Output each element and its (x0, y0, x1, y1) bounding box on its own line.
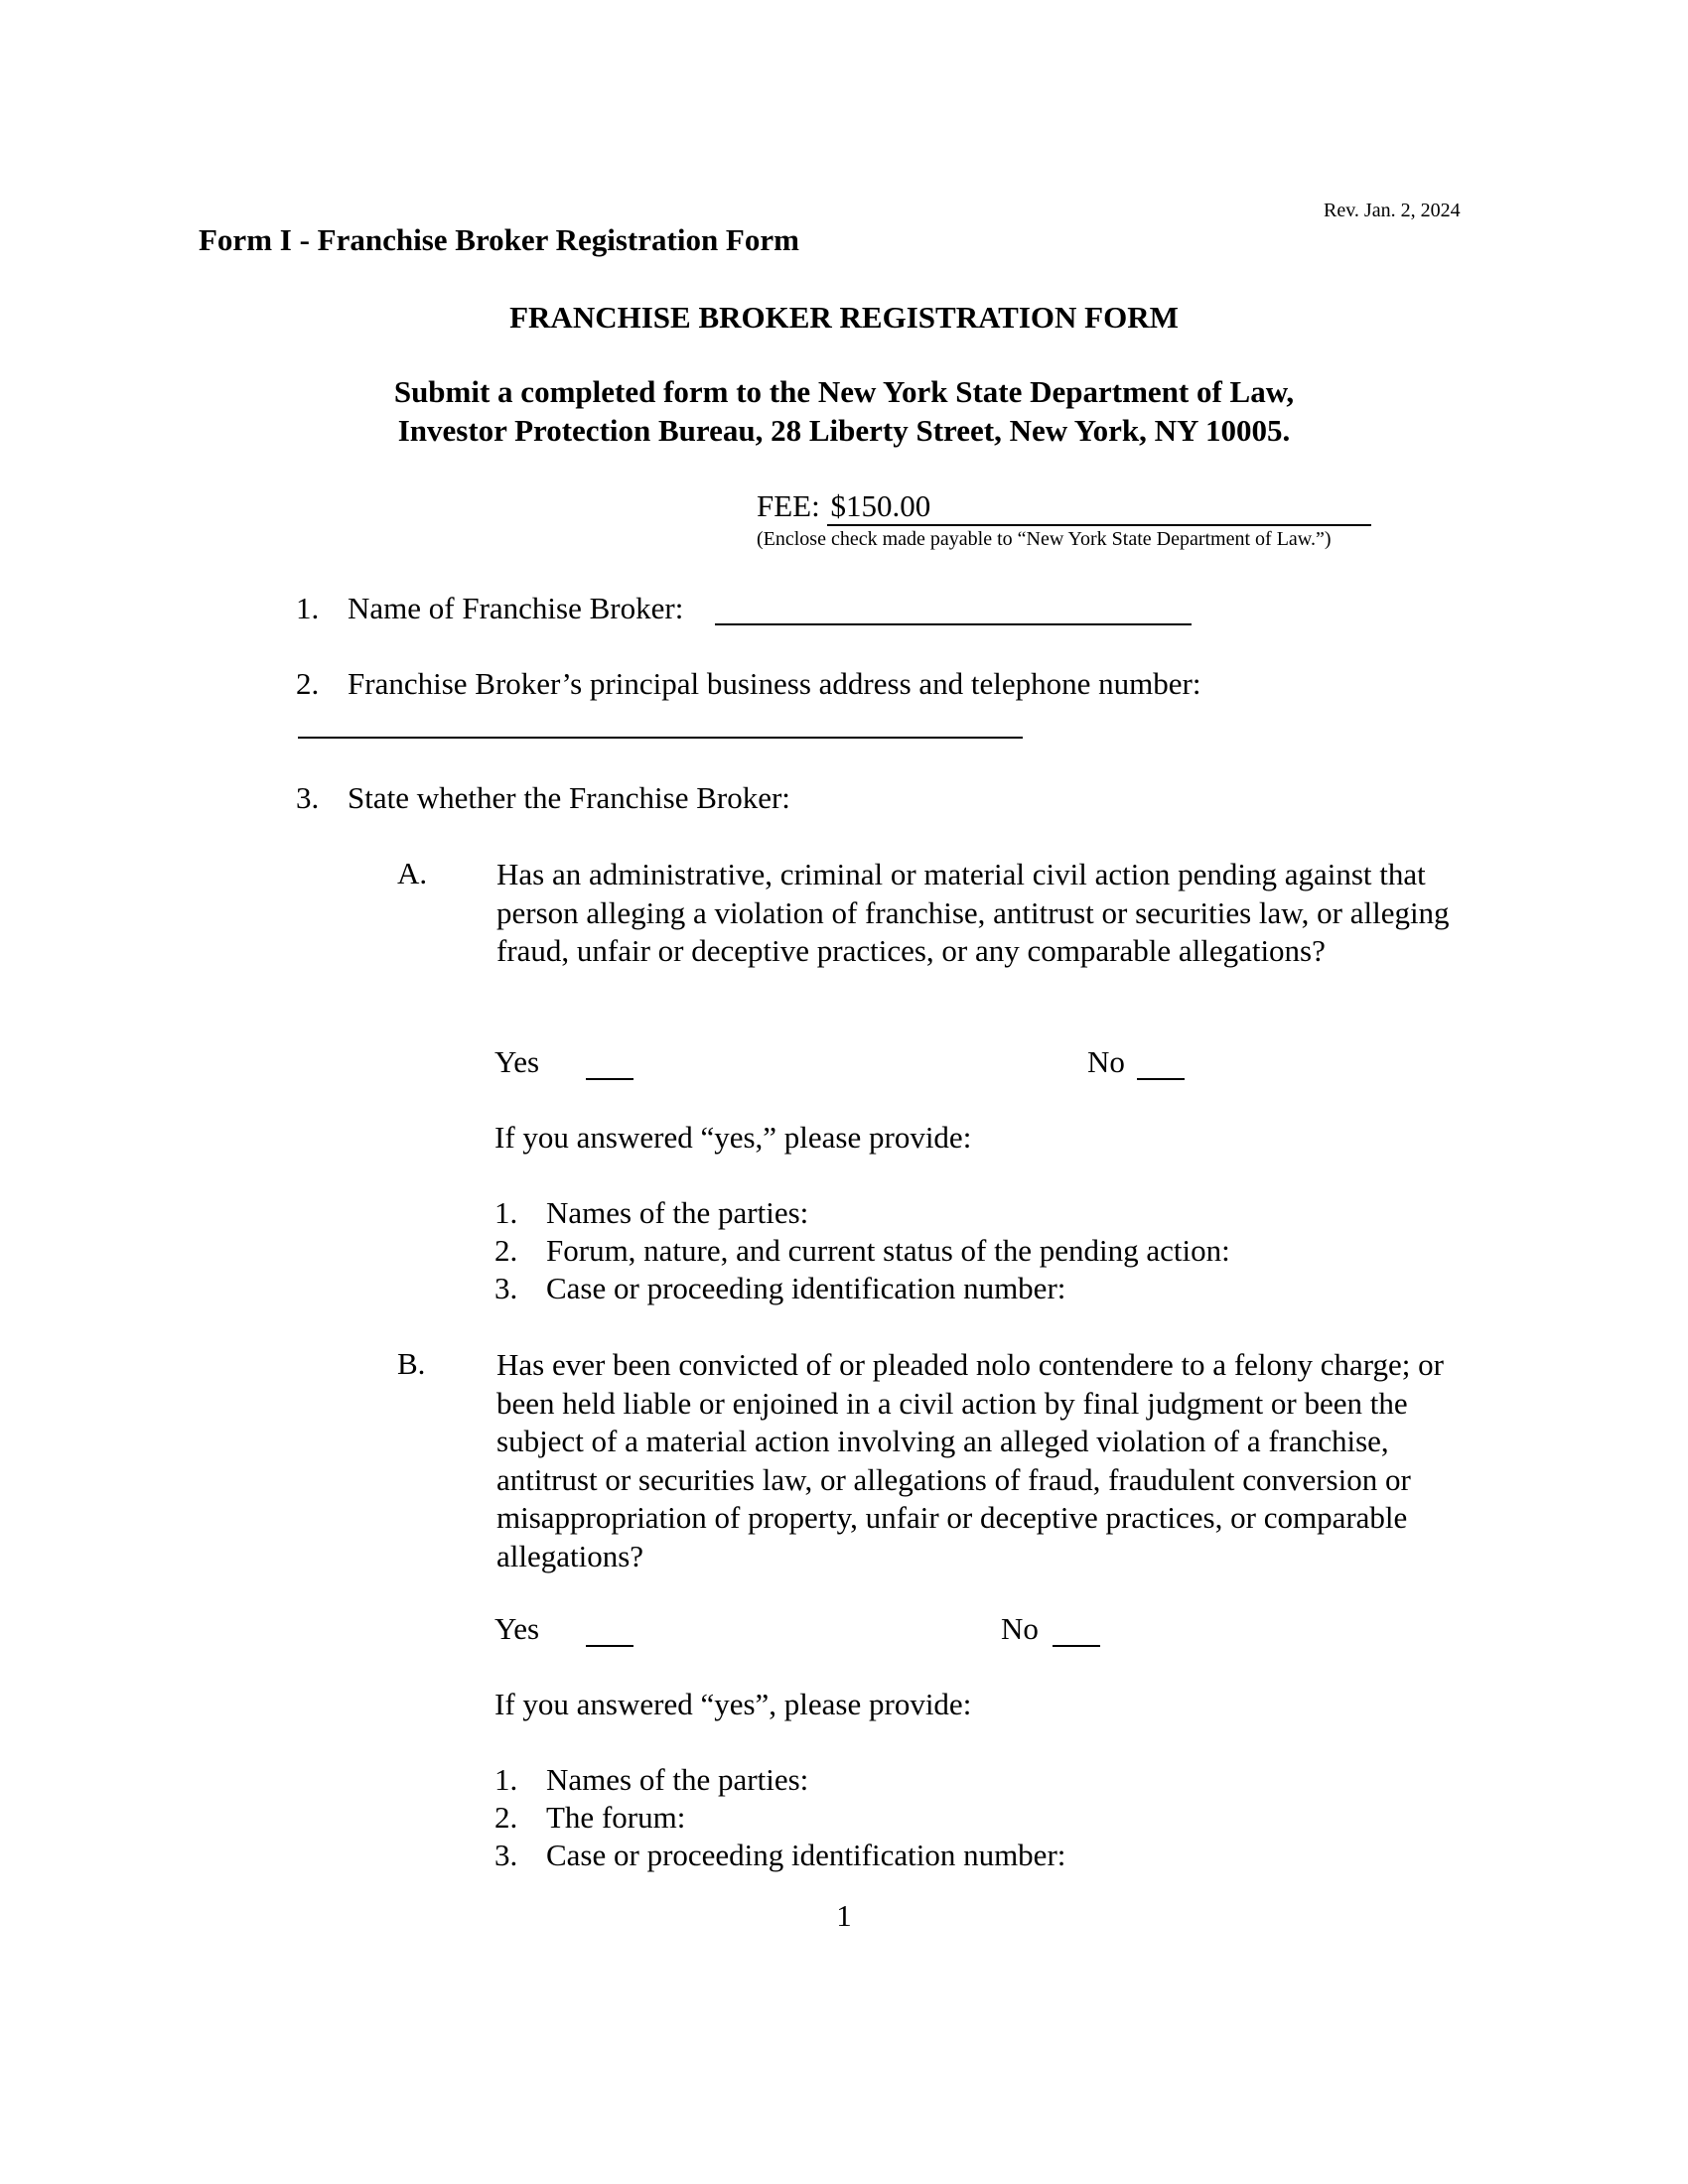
form-title: Form I - Franchise Broker Registration Form (199, 222, 799, 257)
section-a-question: Has an administrative, criminal or material civil action pending against that person alleging a violation of franchise, antitrust or securities law, or alleging fraud, unfair or deceptive practices, or any comparable allegations? (496, 857, 1450, 968)
fee-label: FEE: (757, 488, 820, 523)
revision-date: Rev. Jan. 2, 2024 (1324, 200, 1461, 221)
section-b-letter: B. (397, 1346, 426, 1381)
submit-instructions-line-1: Submit a completed form to the New York State Department of Law, (393, 374, 1295, 409)
q3-number: 3. (296, 780, 320, 815)
section-a-prompt: If you answered “yes,” please provide: (494, 1120, 972, 1155)
section-a-no-label: No (1087, 1044, 1125, 1079)
section-b-item-2-number: 2. (494, 1800, 518, 1835)
fee-row (757, 488, 1371, 526)
section-b-prompt: If you answered “yes”, please provide: (494, 1687, 972, 1721)
section-b-item-1-text: Names of the parties: (546, 1762, 809, 1797)
section-b-question: Has ever been convicted of or pleaded nolo contendere to a felony charge; or been held liable or enjoined in a civil action by final judgment or been the subject of a material action involving an alleged violation of a franchise, antitrust or securities law, or allegations of fraud, fraudulent conversion or misappropriation of property, unfair or deceptive practices, or comparable allegations? (496, 1347, 1444, 1573)
section-b-item-3-number: 3. (494, 1838, 518, 1872)
page-number: 1 (836, 1898, 852, 1933)
fee-amount-field[interactable] (827, 488, 1371, 526)
section-a-item-2-number: 2. (494, 1233, 518, 1268)
section-a-item-1-number: 1. (494, 1195, 518, 1230)
q3-label: State whether the Franchise Broker: (348, 780, 790, 815)
section-b-item-1-number: 1. (494, 1762, 518, 1797)
fee-note: (Enclose check made payable to “New York State Department of Law.”) (757, 528, 1332, 550)
section-b-item-3-text: Case or proceeding identification number: (546, 1838, 1066, 1872)
section-b-no-blank[interactable] (1053, 1645, 1100, 1647)
section-a-item-3-text: Case or proceeding identification number: (546, 1271, 1066, 1305)
section-a-yes-label: Yes (494, 1044, 540, 1079)
business-address-field[interactable] (298, 737, 1023, 739)
q2-number: 2. (296, 666, 320, 701)
page-title: FRANCHISE BROKER REGISTRATION FORM (509, 300, 1179, 335)
section-a-item-2-text: Forum, nature, and current status of the pending action: (546, 1233, 1230, 1268)
section-b-item-2-text: The forum: (546, 1800, 686, 1835)
section-a-item-1-text: Names of the parties: (546, 1195, 809, 1230)
broker-name-field[interactable] (715, 623, 1192, 625)
section-b-no-label: No (1001, 1611, 1039, 1646)
q2-label: Franchise Broker’s principal business address and telephone number: (348, 666, 1201, 701)
section-b-yes-blank[interactable] (586, 1645, 633, 1647)
section-a-yes-blank[interactable] (586, 1078, 633, 1080)
submit-instructions-line-2: Investor Protection Bureau, 28 Liberty Street, New York, NY 10005. (397, 413, 1291, 448)
section-a-letter: A. (397, 856, 428, 890)
section-b-yes-label: Yes (494, 1611, 540, 1646)
fee-amount: $150.00 (830, 488, 931, 523)
q1-label: Name of Franchise Broker: (348, 591, 684, 625)
q1-number: 1. (296, 591, 320, 625)
section-a-no-blank[interactable] (1137, 1078, 1185, 1080)
section-a-item-3-number: 3. (494, 1271, 518, 1305)
